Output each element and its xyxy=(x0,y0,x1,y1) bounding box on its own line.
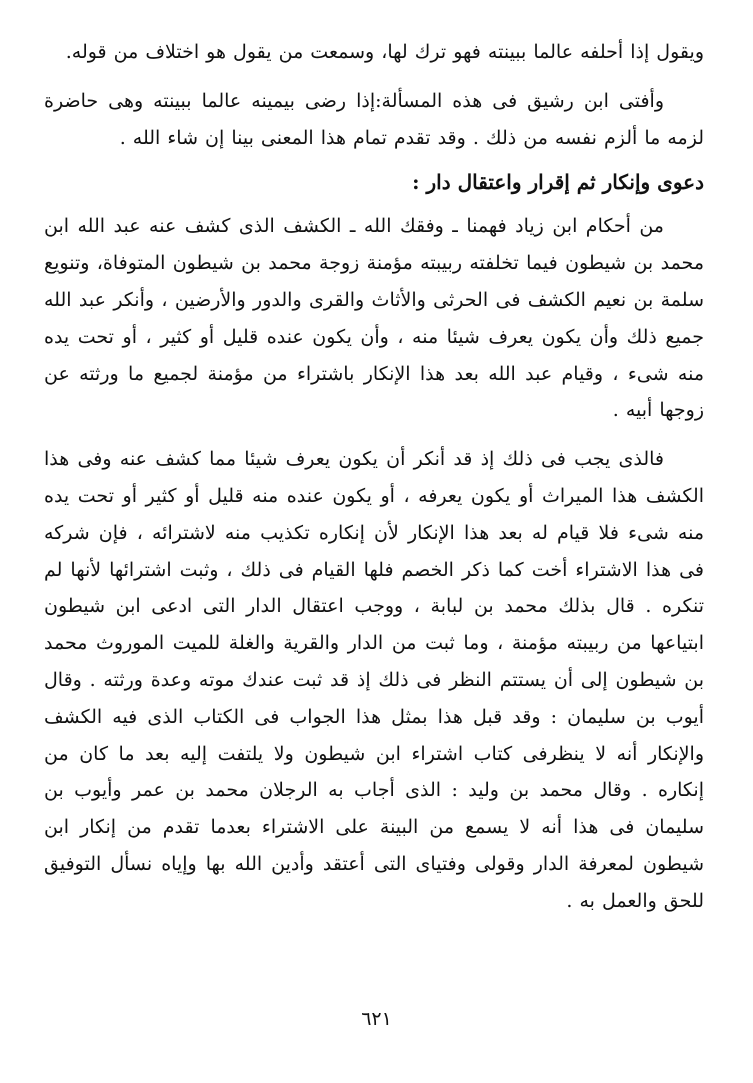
page-number: ٦٢١ xyxy=(361,1008,392,1030)
paragraph-ibn-ziyad-ruling: من أحكام ابن زياد فهمنا ـ وفقك الله ـ الكشف الذى كشف عنه عبد الله ابن محمد بن شيطون فيما تخلفته ربيبته مؤمنة زوجة محمد بن شيطون المتوفاة، وتنويع سلمة بن نعيم الكشف فى الحرثى والأثاث والقرى والدور والأرضين ، وأنكر عبد الله جميع ذلك وأن يكون يعرف شيئا منه ، وأن يكون عنده قليل أو كثير ، أو تحت يده منه شىء ، وقيام عبد الله بعد هذا الإنكار باشتراء من مؤمنة لجميع ما ورثته عن زوجها أبيه . xyxy=(44,215,704,422)
paragraph-oath-knowledge: ويقول إذا أحلفه عالما ببينته فهو ترك لها، وسمعت من يقول هو اختلاف من قوله. xyxy=(65,41,704,63)
paragraph-judgment: فالذى يجب فى ذلك إذ قد أنكر أن يكون يعرف شيئا مما كشف عنه وفى هذا الكشف هذا الميراث أو يكون يعرفه ، أو يكون عنده منه قليل أو كثير أو تحت يده منه شىء فلا قيام له بعد هذا الإنكار لأن إنكاره تكذيب منه لاشترائه ، فإن شركه فى هذا الاشتراء أخت كما ذكر الخصم فلها القيام فى ذلك ، وثبت اشترائها لأنها لم تنكره . قال بذلك محمد بن لبابة ، ووجب اعتقال الدار التى ادعى ابن شيطون ابتياعها من ربيبته مؤمنة ، وما ثبت من الدار والقرية والغلة للميت الموروث محمد بن شيطون إلى أن يستتم النظر فى ذلك إذ قد ثبت عندك موته وعدة ورثته . وقال أيوب بن سليمان : وقد قبل هذا بمثل هذا الجواب فى الكتاب الذى فيه الكشف والإنكار أنه لا ينظرفى كتاب اشتراء ابن شيطون ولا يلتفت إليه بعد ما كان من إنكاره . وقال محمد بن وليد : الذى أجاب به الرجلان محمد بن عمر وأيوب بن سليمان فى هذا أنه لا يسمع من البينة على الاشتراء بعدما تقدم من إنكار ابن شيطون لمعرفة الدار وقولى وفتياى التى أعتقد وأدين الله بها وإياه نسأل التوفيق للحق والعمل به . xyxy=(44,448,704,912)
paragraph-ibn-rashiq-fatwa: وأفتى ابن رشيق فى هذه المسألة:إذا رضى بيمينه عالما ببينته وهى حاضرة لزمه ما ألزم نفسه من ذلك . وقد تقدم تمام هذا المعنى بينا إن شاء الله . xyxy=(44,89,704,149)
document-page xyxy=(44,34,704,1034)
section-heading: دعوى وإنكار ثم إقرار واعتقال دار : xyxy=(412,170,704,195)
